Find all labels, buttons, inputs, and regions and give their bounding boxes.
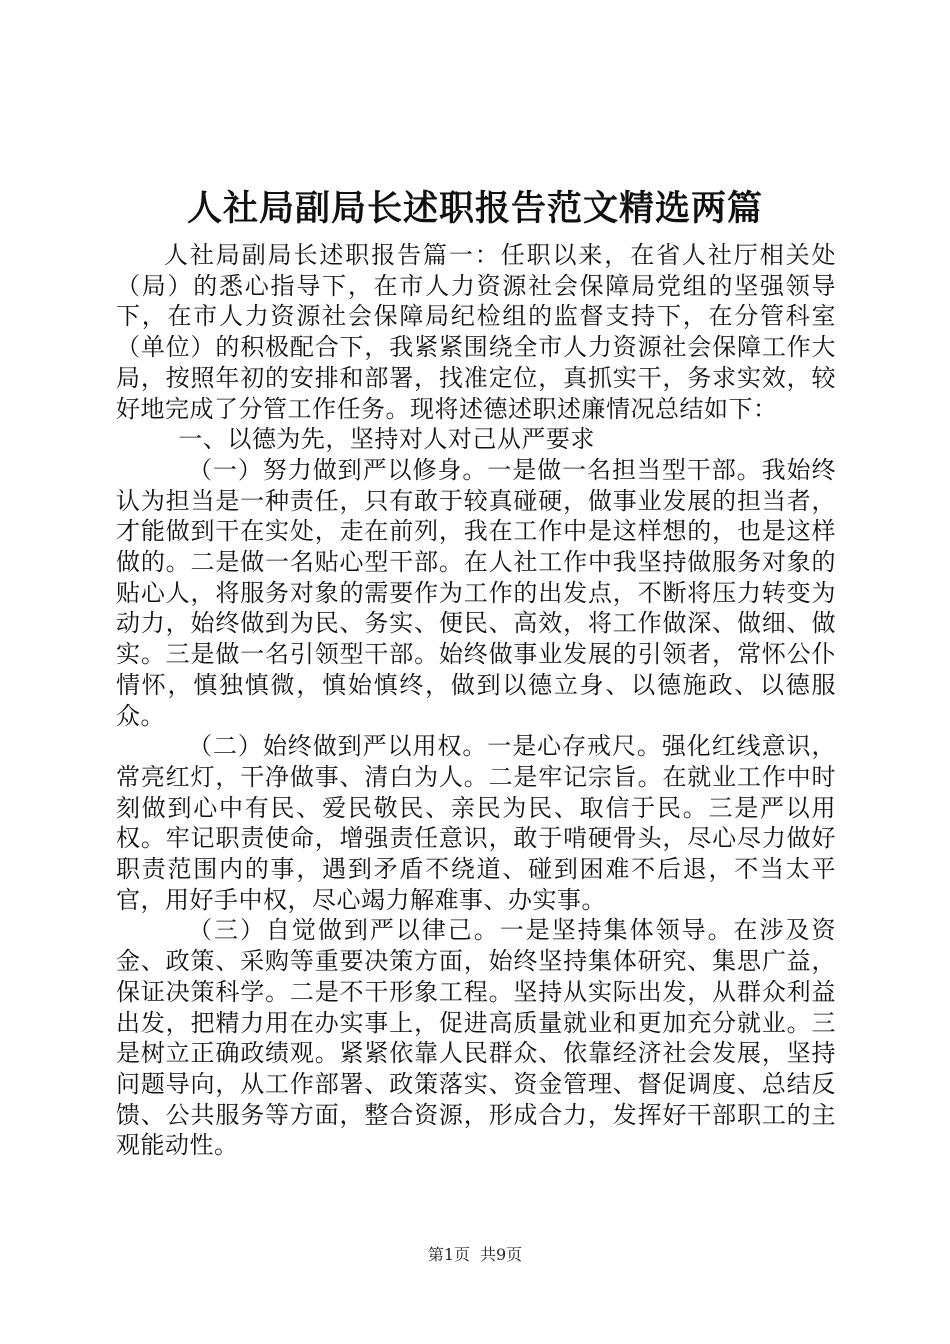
subsection-paragraph-3: （三）自觉做到严以律己。一是坚持集体领导。在涉及资金、政策、采购等重要决策方面，始终坚持集体研究、集思广益，保证决策科学。二是不干形象工程。坚持从实际出发，从群众利益出发，把精力用在办实事上，促进高质量就业和更加充分就业。三是树立正确政绩观。紧紧依靠人民群众、依靠经济社会发展，坚持问题导向，从工作部署、政策落实、资金管理、督促调度、总结反馈、公共服务等方面，整合资源，形成合力，发挥好干部职工的主观能动性。 xyxy=(116,916,836,1160)
page-number: 第1页 xyxy=(427,1245,470,1264)
intro-paragraph: 人社局副局长述职报告篇一：任职以来，在省人社厅相关处（局）的悉心指导下，在市人力资源社会保障局党组的坚强领导下，在市人力资源社会保障局纪检组的监督支持下，在分管科室（单位）的积极配合下，我紧紧围绕全市人力资源社会保障工作大局，按照年初的安排和部署，找准定位，真抓实干，务求实效，较好地完成了分管工作任务。现将述德述职述廉情况总结如下： xyxy=(116,241,836,423)
subsection-paragraph-2: （二）始终做到严以用权。一是心存戒尺。强化红线意识，常亮红灯，干净做事、清白为人。二是牢记宗旨。在就业工作中时刻做到心中有民、爱民敬民、亲民为民、取信于民。三是严以用权。牢记职责使命，增强责任意识，敢于啃硬骨头，尽心尽力做好职责范围内的事，遇到矛盾不绕道、碰到困难不后退，不当太平官，用好手中权，尽心竭力解难事、办实事。 xyxy=(116,732,836,914)
subsection-paragraph-1: （一）努力做到严以修身。一是做一名担当型干部。我始终认为担当是一种责任，只有敢于较真碰硬，做事业发展的担当者，才能做到干在实处，走在前列，我在工作中是这样想的，也是这样做的。二是做一名贴心型干部。在人社工作中我坚持做服务对象的贴心人，将服务对象的需要作为工作的出发点，不断将压力转变为动力，始终做到为民、务实、便民、高效，将工作做深、做细、做实。三是做一名引领型干部。始终做事业发展的引领者，常怀公仆情怀，慎独慎微，慎始慎终，做到以德立身、以德施政、以德服众。 xyxy=(116,455,836,730)
section-heading: 一、以德为先，坚持对人对己从严要求 xyxy=(178,425,595,454)
document-title: 人社局副局长述职报告范文精选两篇 xyxy=(186,188,763,229)
page-total: 共9页 xyxy=(480,1245,523,1264)
page-footer xyxy=(0,1243,950,1267)
document-body xyxy=(116,240,836,1161)
